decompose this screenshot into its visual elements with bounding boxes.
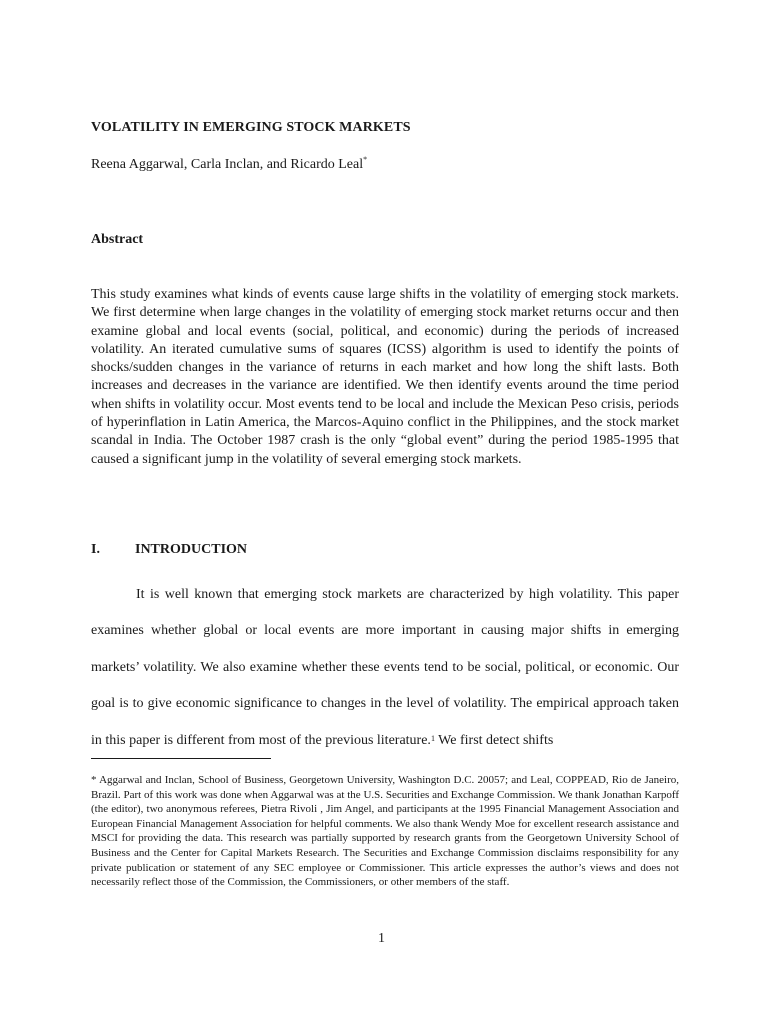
introduction-paragraph <box>91 577 679 759</box>
page-number: 1 <box>378 931 385 946</box>
section-number: I. <box>91 542 100 557</box>
paper-title: VOLATILITY IN EMERGING STOCK MARKETS <box>91 120 411 135</box>
author-footnote-marker: * <box>363 155 368 164</box>
footnote: * Aggarwal and Inclan, School of Business, Georgetown University, Washington D.C. 20057; and Leal, COPPEAD, Rio de Janeiro, Brazil. Part of this work was done when Aggarwal was at the U.S. Securities and Exchange Commission. We thank Jonathan Karpoff (the editor), two anonymous referees, Pietra Rivoli , Jim Angel, and participants at the 1995 Financial Management Association and European Financial Management Association for helpful comments. We also thank Wendy Moe for excellent research assistance and MSCI for providing the data. This research was partially supported by research grants from the Georgetown University School of Business and the Center for Capital Markets Research. The Securities and Exchange Commission disclaims responsibility for any private publication or statement of any SEC employee or Commissioner. This article expresses the author’s views and does not necessarily reflect those of the Commission, the Commissioners, or other members of the staff. <box>91 774 679 889</box>
introduction-text: It is well known that emerging stock markets are characterized by high volatility. This paper examines whether global or local events are more important in causing major shifts in emerging markets’ volatility. We also examine whether these events tend to be social, political, or economic. Our goal is to give economic significance to changes in the level of volatility. The empirical approach taken in this paper is different from most of the previous literature. <box>91 587 679 748</box>
footnote-divider <box>91 758 271 759</box>
author-names: Reena Aggarwal, Carla Inclan, and Ricardo Leal <box>91 157 364 172</box>
author-line <box>91 157 367 173</box>
section-heading <box>91 542 247 558</box>
section-title: INTRODUCTION <box>135 542 248 557</box>
footnote-reference: 1 <box>430 733 435 743</box>
abstract-heading: Abstract <box>91 232 144 247</box>
abstract-text: This study examines what kinds of events cause large shifts in the volatility of emerging stock markets. We first determine when large changes in the volatility of emerging stock market returns occur and then examine global and local events (social, political, and economic) during the periods of increased volatility. An iterated cumulative sums of squares (ICSS) algorithm is used to identify the points of shocks/sudden changes in the variance of returns in each market and how long the shift lasts. Both increases and decreases in the variance are identified. We then identify events around the time period when shifts in volatility occur. Most events tend to be local and include the Mexican Peso crisis, periods of hyperinflation in Latin America, the Marcos-Aquino conflict in the Philippines, and the stock market scandal in India. The October 1987 crash is the only “global event” during the period 1985-1995 that caused a significant jump in the volatility of several emerging stock markets. <box>91 287 679 467</box>
introduction-text-continued: We first detect shifts <box>434 732 554 748</box>
